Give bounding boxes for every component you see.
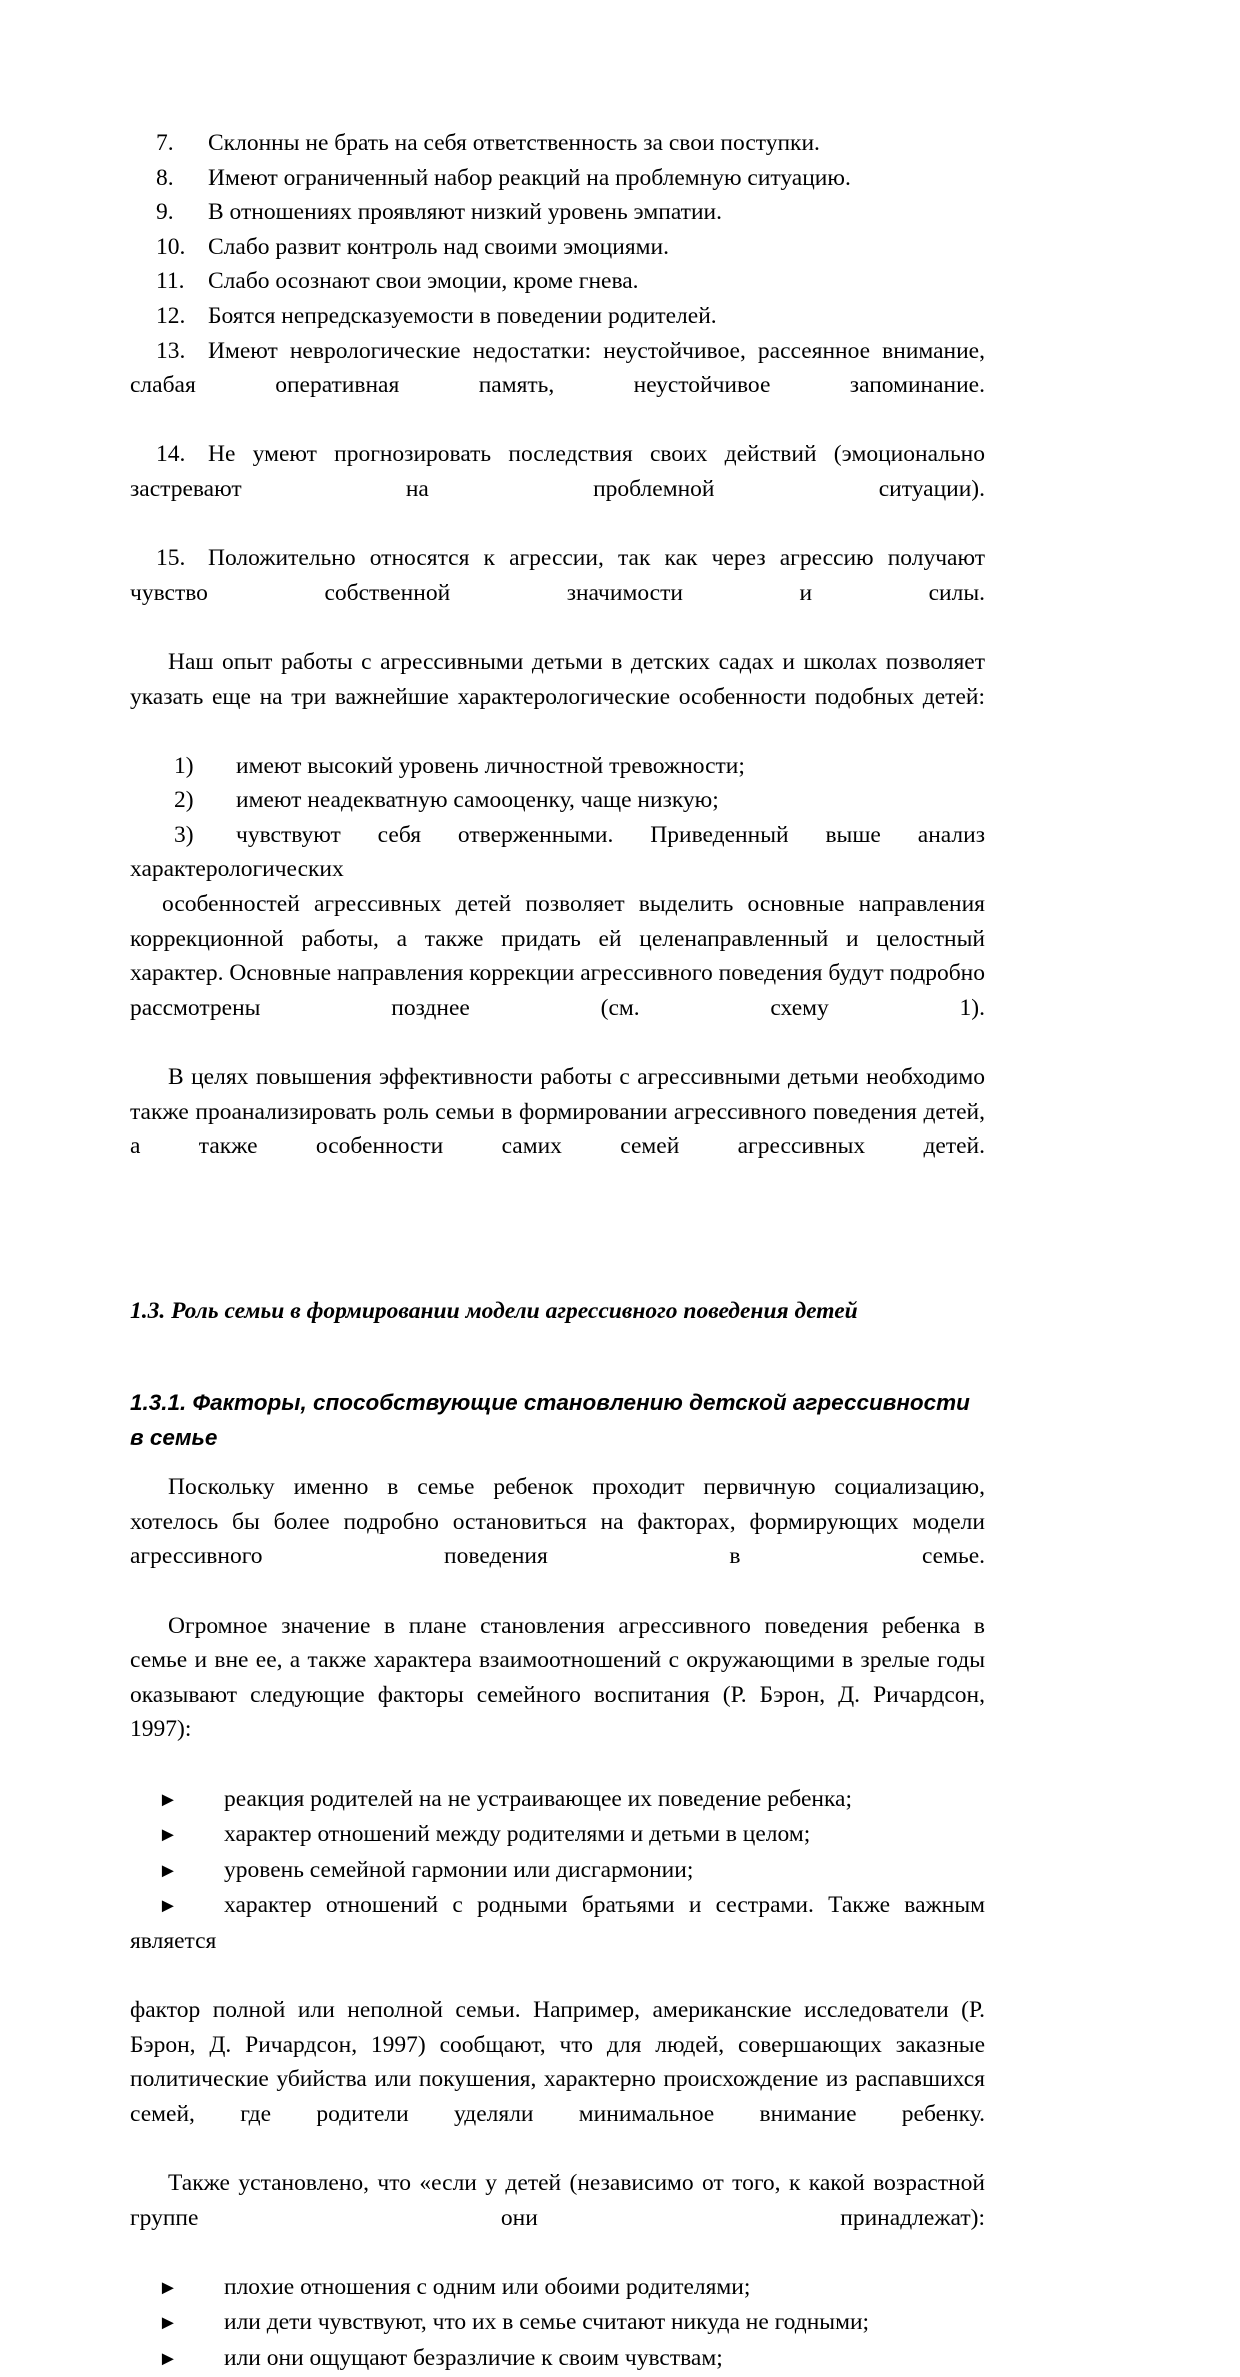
paragraph-socialization: Поскольку именно в семье ребенок проходит первичную социализацию, хотелось бы более подробно остановиться на факторах, формирующих модели агрессивного поведения в семье.: [130, 1474, 985, 1570]
heading-gap: [130, 1329, 985, 1386]
heading-subsection-1-3-1: 1.3.1. Факторы, способствующие становлению детской агрессивности в семье: [130, 1390, 970, 1450]
enumeration-item: [130, 749, 985, 784]
section-gap: [130, 1198, 985, 1294]
bullet-item: [130, 2305, 985, 2341]
bullet-item: [130, 1888, 985, 1993]
list-item-text: Боятся непредсказуемости в поведении родителей.: [208, 302, 717, 329]
list-item: [130, 264, 985, 299]
paragraph-goals: В целях повышения эффективности работы с агрессивными детьми необходимо также проанализировать роль семьи в формировании агрессивного поведения детей, а также особенности самих семей агрессивных детей.: [130, 1064, 985, 1160]
enumeration-continuation: особенностей агрессивных детей позволяет выделить основные направления коррекционной работы, а также придать ей целенаправленный и целостный характер. Основные направления коррекции агрессивного поведения будут подробно рассмотрены позднее (см. схему 1).: [130, 891, 985, 1021]
list-item-number: 9.: [156, 199, 174, 226]
list-item-number: 8.: [156, 164, 174, 191]
bullet-item-text: плохие отношения с одним или обоими родителями;: [224, 2273, 751, 2300]
list-item-number: 10.: [156, 233, 186, 260]
list-item-number: 14.: [156, 441, 186, 468]
list-item-text: Слабо осознают свои эмоции, кроме гнева.: [208, 268, 639, 295]
paragraph-established: Также установлено, что «если у детей (независимо от того, к какой возрастной группе они принадлежат):: [130, 2170, 985, 2231]
triangle-bullet-icon: ►: [158, 1788, 178, 1811]
enumeration-text: имеют высокий уровень личностной тревожности;: [236, 752, 745, 779]
list-item: [130, 541, 985, 645]
list-item-text: Склонны не брать на себя ответственность за свои поступки.: [208, 130, 820, 156]
enumeration-number: 2): [174, 787, 194, 814]
bullet-item: [130, 2270, 985, 2306]
bullet-item: [130, 1782, 985, 1818]
list-item-number: 11.: [156, 268, 185, 295]
bullet-item: [130, 1853, 985, 1889]
bullet-item: [130, 1817, 985, 1853]
heading-section-1-3: 1.3. Роль семьи в формировании модели агрессивного поведения детей: [130, 1298, 858, 1325]
list-item: [130, 161, 985, 196]
triangle-bullet-icon: ►: [158, 1859, 178, 1882]
enumeration-item: [130, 818, 985, 887]
triangle-bullet-icon: ►: [158, 1824, 178, 1847]
list-item-text: Имеют неврологические недостатки: неустойчивое, рассеянное внимание, слабая оперативная память, неустойчивое запоминание.: [130, 337, 985, 399]
subheading-gap: [130, 1455, 985, 1470]
enumeration-number: 1): [174, 752, 194, 779]
list-item-text: Положительно относятся к агрессии, так как через агрессию получают чувство собственной значимости и силы.: [130, 545, 985, 606]
page-content: [130, 126, 985, 2377]
list-item-text: Не умеют прогнозировать последствия своих действий (эмоционально застревают на проблемной ситуации).: [130, 441, 985, 502]
enumeration-text: имеют неадекватную самооценку, чаще низкую;: [236, 787, 719, 814]
list-item: [130, 437, 985, 541]
list-item: [130, 299, 985, 334]
paragraph-importance: Огромное значение в плане становления агрессивного поведения ребенка в семье и вне ее, а также характера взаимоотношений с окружающими в зрелые годы оказывают следующие факторы семейного воспитания (Р. Бэрон, Д. Ричардсон, 1997):: [130, 1612, 985, 1743]
list-item-number: 7.: [156, 130, 174, 156]
list-item-text: Слабо развит контроль над своими эмоциями.: [208, 233, 669, 260]
enumeration-item: [130, 783, 985, 818]
triangle-bullet-icon: ►: [158, 2312, 178, 2335]
triangle-bullet-icon: ►: [158, 2348, 178, 2371]
triangle-bullet-icon: ►: [158, 1895, 178, 1918]
list-item: [130, 126, 985, 161]
list-item: [130, 230, 985, 265]
factors-continuation: фактор полной или неполной семьи. Например, американские исследователи (Р. Бэрон, Д. Ричардсон, 1997) сообщают, что для людей, совершающих заказные политические убийства или покушения, характерно происхождение из распавшихся семей, где родители уделяли минимальное внимание ребенку.: [130, 1997, 985, 2127]
bullet-item-text: или они ощущают безразличие к своим чувствам;: [224, 2345, 723, 2372]
list-item-text: Имеют ограниченный набор реакций на проблемную ситуацию.: [208, 164, 851, 191]
bullet-item-text: характер отношений с родными братьями и сестрами. Также важным является: [130, 1892, 985, 1954]
bullet-item-text: уровень семейной гармонии или дисгармонии;: [224, 1856, 694, 1883]
bullet-item-text: реакция родителей на не устраивающее их поведение ребенка;: [224, 1785, 852, 1812]
enumeration-number: 3): [174, 821, 194, 848]
paragraph-experience: Наш опыт работы с агрессивными детьми в детских садах и школах позволяет указать еще на три важнейшие характерологические особенности подобных детей:: [130, 648, 985, 710]
bullet-item-text: или дети чувствуют, что их в семье считают никуда не годными;: [224, 2309, 870, 2336]
triangle-bullet-icon: ►: [158, 2276, 178, 2299]
enumeration-text: чувствуют себя отверженными. Приведенный выше анализ характерологических: [130, 821, 985, 883]
list-item-number: 12.: [156, 302, 186, 329]
list-item-text: В отношениях проявляют низкий уровень эмпатии.: [208, 199, 722, 226]
list-item: [130, 334, 985, 438]
bullet-item: [130, 2341, 985, 2377]
list-item-number: 13.: [156, 337, 186, 364]
list-item-number: 15.: [156, 545, 186, 572]
bullet-item-text: характер отношений между родителями и детьми в целом;: [224, 1821, 811, 1848]
list-item: [130, 195, 985, 230]
